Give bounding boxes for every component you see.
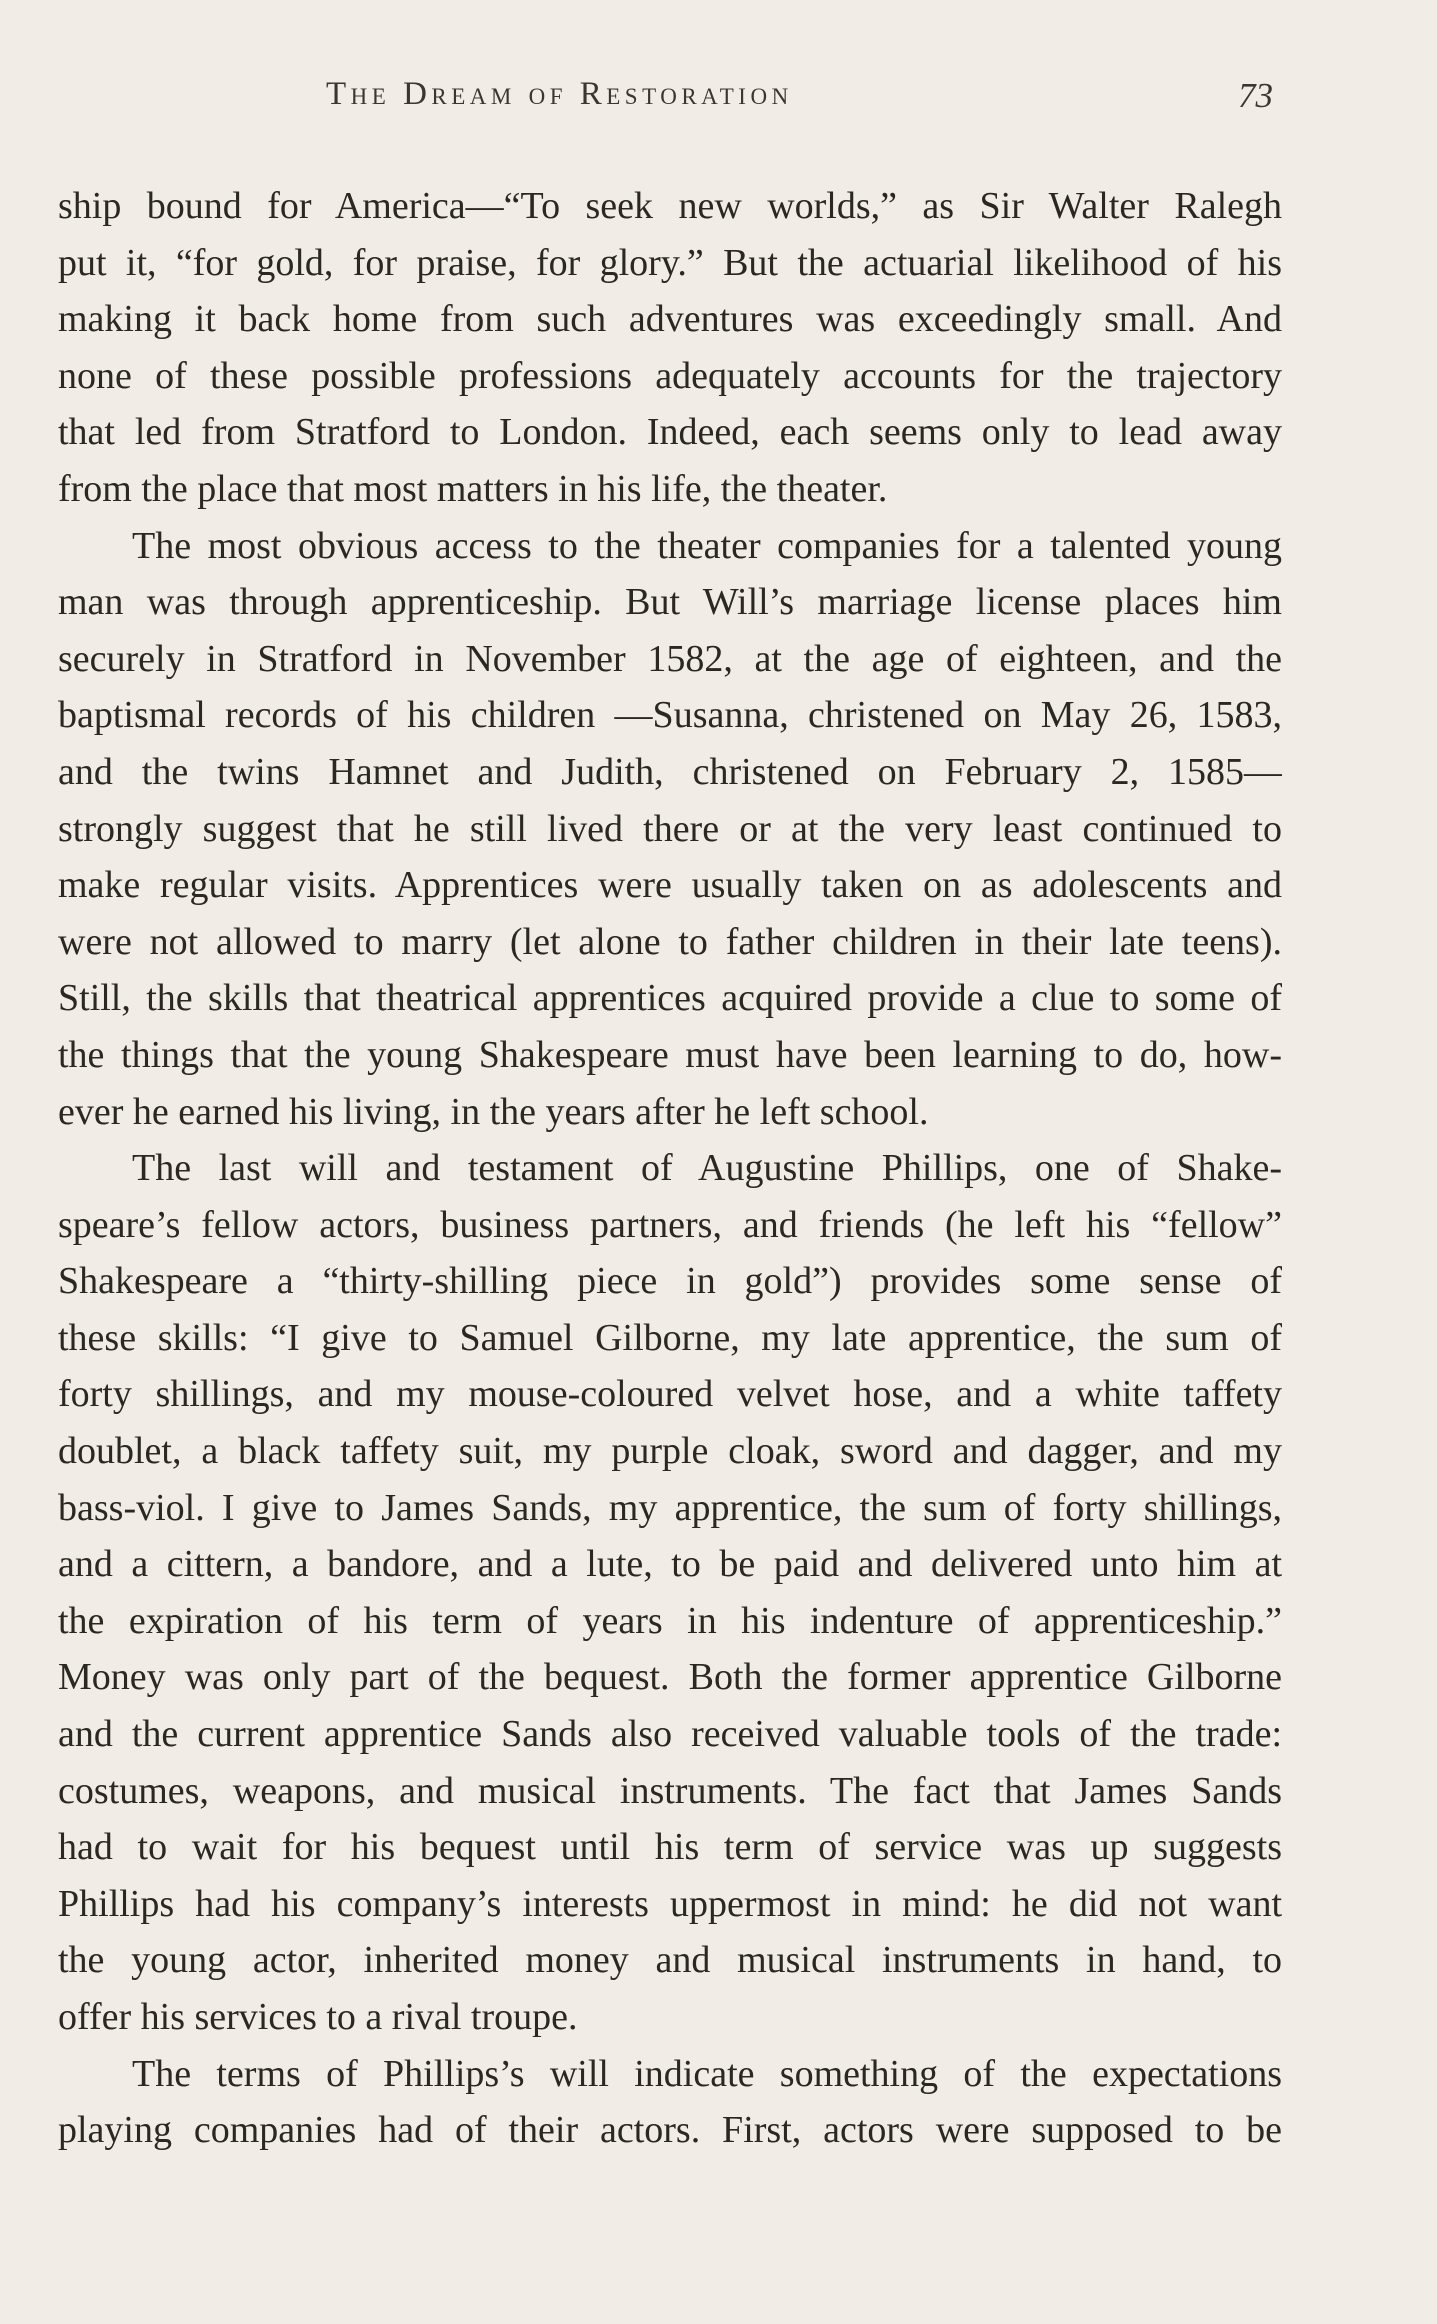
text-line: ship bound for America—“To seek new worlds,” as Sir Walter Ralegh: [58, 185, 1282, 227]
text-line: forty shillings, and my mouse-coloured velvet hose, and a white taffety: [58, 1373, 1282, 1416]
text-line: playing companies had of their actors. First, actors were supposed to be: [58, 2109, 1282, 2152]
text-line: and a cittern, a bandore, and a lute, to be paid and delivered unto him at: [58, 1543, 1282, 1586]
text-line: had to wait for his bequest until his term of service was up suggests: [58, 1826, 1282, 1869]
text-line: put it, “for gold, for praise, for glory.” But the actuarial likelihood of his: [58, 241, 1282, 284]
text-line: these skills: “I give to Samuel Gilborne, my late apprentice, the sum of: [58, 1316, 1282, 1359]
text-line: baptismal records of his children —Susanna, christened on May 26, 1583,: [58, 694, 1282, 737]
text-line: The terms of Phillips’s will indicate something of the expectations: [132, 2052, 1282, 2095]
text-line: The last will and testament of Augustine Phillips, one of Shake-: [132, 1147, 1282, 1190]
running-title: The Dream of Restoration: [326, 76, 793, 112]
text-line: strongly suggest that he still lived there or at the very least continued to: [58, 807, 1282, 850]
text-line: speare’s fellow actors, business partners, and friends (he left his “fellow”: [58, 1203, 1282, 1246]
text-line: from the place that most matters in his life, the theater.: [58, 467, 888, 510]
text-line: Shakespeare a “thirty-shilling piece in gold”) provides some sense of: [58, 1260, 1282, 1303]
text-line: man was through apprenticeship. But Will’s marriage license places him: [58, 581, 1282, 624]
text-line: securely in Stratford in November 1582, at the age of eighteen, and the: [58, 637, 1282, 680]
text-line: the things that the young Shakespeare must have been learning to do, how-: [58, 1033, 1282, 1076]
page-number: 73: [1238, 76, 1273, 115]
text-line: none of these possible professions adequately accounts for the trajectory: [58, 354, 1282, 397]
text-line: doublet, a black taffety suit, my purple cloak, sword and dagger, and my: [58, 1430, 1282, 1473]
text-line: bass-viol. I give to James Sands, my apprentice, the sum of forty shillings,: [58, 1486, 1282, 1529]
text-line: the young actor, inherited money and musical instruments in hand, to: [58, 1939, 1282, 1982]
text-line: were not allowed to marry (let alone to father children in their late teens).: [58, 920, 1282, 963]
text-line: costumes, weapons, and musical instruments. The fact that James Sands: [58, 1769, 1282, 1812]
text-line: offer his services to a rival troupe.: [58, 1996, 578, 2038]
text-line: the expiration of his term of years in his indenture of apprenticeship.”: [58, 1599, 1282, 1642]
text-line: The most obvious access to the theater companies for a talented young: [132, 524, 1282, 567]
body-text: [58, 178, 1282, 2159]
text-line: Phillips had his company’s interests uppermost in mind: he did not want: [58, 1882, 1282, 1925]
text-line: and the current apprentice Sands also received valuable tools of the trade:: [58, 1713, 1282, 1756]
text-line: make regular visits. Apprentices were usually taken on as adolescents and: [58, 864, 1282, 907]
running-head: [0, 76, 1437, 126]
text-line: Money was only part of the bequest. Both the former apprentice Gilborne: [58, 1656, 1282, 1699]
text-line: and the twins Hamnet and Judith, christened on February 2, 1585—: [58, 750, 1282, 793]
text-line: making it back home from such adventures was exceedingly small. And: [58, 298, 1282, 341]
text-line: ever he earned his living, in the years after he left school.: [58, 1090, 929, 1133]
text-line: that led from Stratford to London. Indeed, each seems only to lead away: [58, 411, 1282, 454]
text-line: Still, the skills that theatrical apprentices acquired provide a clue to some of: [58, 977, 1282, 1020]
